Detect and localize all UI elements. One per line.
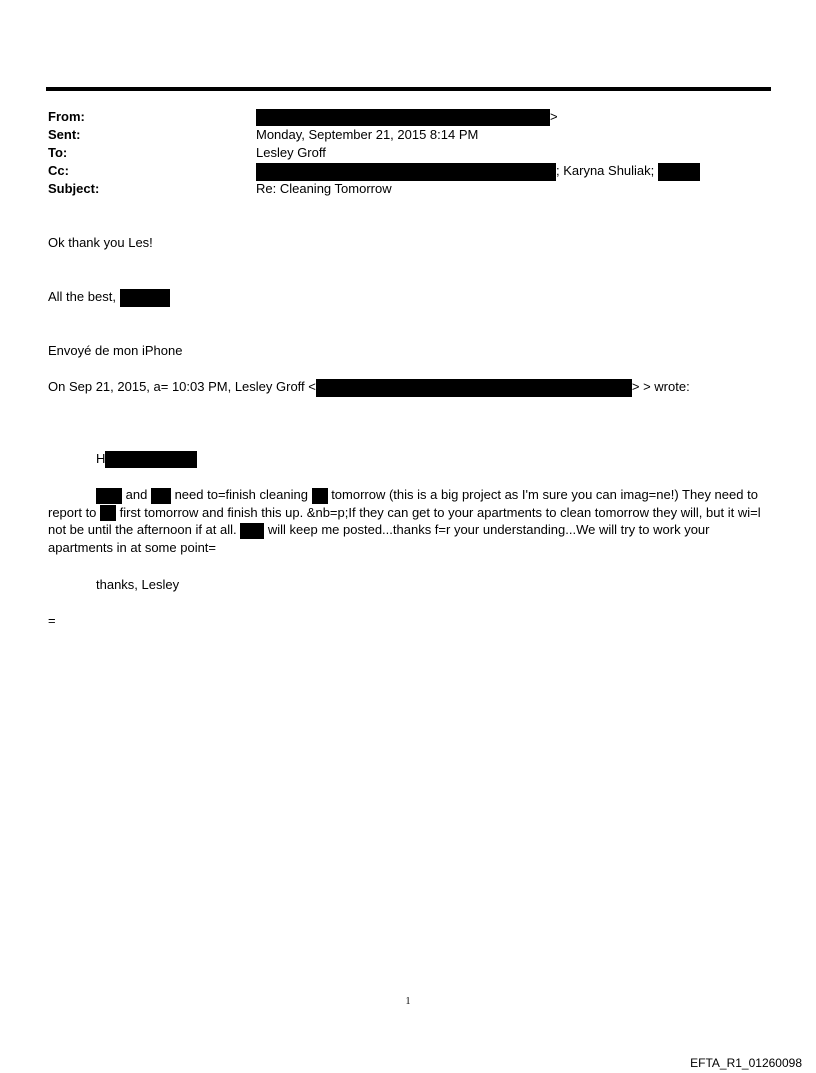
redaction-block [658, 163, 700, 181]
signoff-text: All the best, [48, 289, 116, 304]
sent-label: Sent: [48, 127, 81, 142]
cc-text: ; Karyna Shuliak; [556, 163, 655, 178]
from-suffix: > [550, 109, 558, 124]
quote-paragraph [48, 486, 778, 556]
quote-greeting [96, 450, 197, 468]
redaction-block [316, 379, 632, 397]
subject-label: Subject: [48, 181, 100, 196]
cc-value [256, 162, 700, 181]
from-value [256, 108, 558, 126]
redaction-block [151, 488, 171, 504]
para-part3: tomorrow (this is a big project as I'm sure you can imag=ne!) They need to report to [48, 487, 758, 520]
redaction-block [312, 488, 328, 504]
from-label: From: [48, 109, 85, 124]
sent-value: Monday, September 21, 2015 8:14 PM [256, 127, 479, 142]
quote-intro [48, 378, 690, 397]
redaction-block [256, 163, 556, 181]
para-part4: first tomorrow and finish this up. &nb=p;If they can get to your apartments to clean tomorrow they will, but it wi=l not be until the afternoon if at all. [48, 504, 761, 538]
quote-closing: thanks, Lesley [96, 577, 180, 592]
to-value: Lesley Groff [256, 145, 326, 160]
to-label: To: [48, 145, 68, 160]
para-part2: need to=finish cleaning [174, 487, 308, 502]
quote-intro-suffix: > > wrote: [631, 379, 690, 394]
para-part1: and [125, 487, 148, 502]
redaction-block [105, 451, 197, 468]
redaction-block [100, 505, 116, 521]
document-id: EFTA_R1_01260098 [690, 1056, 802, 1070]
cc-label: Cc: [48, 163, 69, 178]
body-signoff [48, 288, 170, 307]
redaction-block [256, 109, 550, 126]
redaction-block [120, 289, 170, 307]
redaction-block [96, 488, 122, 504]
header-rule [46, 87, 771, 91]
quote-intro-prefix: On Sep 21, 2015, a= 10:03 PM, Lesley Groff < [48, 379, 316, 394]
trailing-equals: = [48, 613, 56, 628]
subject-value: Re: Cleaning Tomorrow [256, 181, 392, 196]
body-line-thanks: Ok thank you Les! [48, 235, 153, 250]
greeting-text: H [96, 451, 106, 466]
para-part5: will keep me posted...thanks f=r your understanding...We will try to work your apartments in at some point= [48, 522, 710, 555]
page-number: 1 [405, 996, 411, 1007]
redaction-block [240, 523, 264, 539]
body-sent-from: Envoyé de mon iPhone [48, 343, 183, 358]
